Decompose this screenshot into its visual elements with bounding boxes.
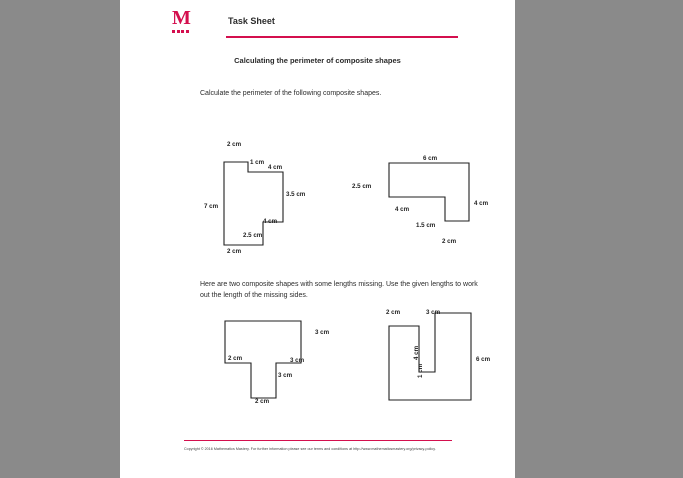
- shape2-label-3: 4 cm: [474, 200, 489, 207]
- shape2-label-1: 2.5 cm: [352, 183, 372, 190]
- shape1-label-4: 4 cm: [263, 218, 278, 225]
- shape3-label-0: 3 cm: [315, 329, 330, 336]
- footer-copyright: Copyright © 2016 Mathematics Mastery. For further information please see our terms and conditions at http://www.mathematicsmastery.org/privacy-policy.: [184, 447, 436, 451]
- shapes-area: [120, 0, 515, 478]
- instruction-text-1: Calculate the perimeter of the following composite shapes.: [200, 90, 382, 97]
- shape4-label-3: 1 cm: [417, 363, 424, 378]
- composite-shape-top-right: [375, 155, 485, 245]
- shape2-label-5: 2 cm: [442, 238, 457, 245]
- shape1-label-6: 2 cm: [227, 248, 242, 255]
- shape4-label-2: 4 cm: [413, 345, 420, 360]
- header-title: Task Sheet: [228, 16, 275, 26]
- footer-divider: [184, 440, 452, 441]
- shape3-label-2: 3 cm: [290, 357, 305, 364]
- shape1-label-5: 2.5 cm: [243, 232, 263, 239]
- shape3-label-3: 3 cm: [278, 372, 293, 379]
- shape1-label-1: 1 cm: [250, 159, 265, 166]
- shape4-label-0: 2 cm: [386, 309, 401, 316]
- shape3-label-1: 2 cm: [228, 355, 243, 362]
- shape1-label-2: 4 cm: [268, 164, 283, 171]
- logo-letter: M: [172, 7, 190, 29]
- worksheet-page: [120, 0, 515, 478]
- shape2-label-4: 1.5 cm: [416, 222, 436, 229]
- shape2-label-2: 4 cm: [395, 206, 410, 213]
- page-title: Calculating the perimeter of composite shapes: [234, 56, 401, 65]
- shape1-label-0: 2 cm: [227, 141, 242, 148]
- shape2-label-0: 6 cm: [423, 155, 438, 162]
- shape4-label-4: 6 cm: [476, 356, 491, 363]
- composite-shape-top-left: [220, 150, 310, 260]
- composite-shape-bottom-right: [375, 308, 490, 408]
- shape4-label-1: 3 cm: [426, 309, 441, 316]
- shape3-label-4: 2 cm: [255, 398, 270, 405]
- shape1-label-7: 7 cm: [204, 203, 219, 210]
- instruction-text-2: Here are two composite shapes with some lengths missing. Use the given lengths to work out the length of the missing sides.: [200, 281, 478, 299]
- shape1-label-3: 3.5 cm: [286, 191, 306, 198]
